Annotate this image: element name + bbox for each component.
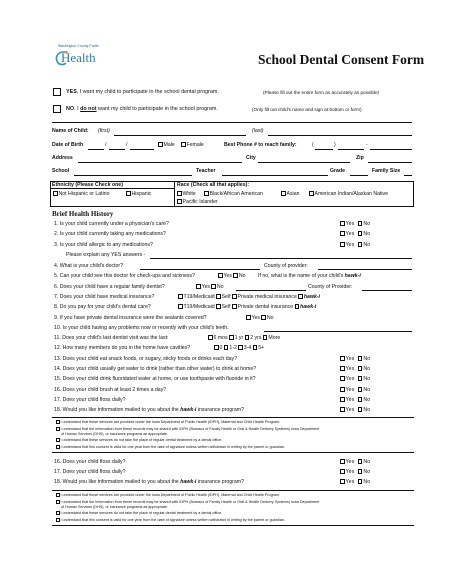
pacific-islander-label: Pacific Islander (182, 199, 218, 205)
understand-1-checkbox-1[interactable] (56, 420, 60, 424)
q2-yes-no[interactable] (340, 231, 370, 237)
q7-private-label: Private medical insurance (237, 294, 297, 300)
q13-no-checkbox[interactable] (358, 356, 363, 361)
q15-yes-checkbox[interactable] (340, 376, 345, 381)
q12-1-2-label: 1-2 (229, 345, 237, 351)
q14-no-checkbox[interactable] (358, 366, 363, 371)
understand-2-checkbox-3[interactable] (56, 511, 60, 515)
q3-no-label: No (363, 242, 371, 248)
logo-small-text: Washington County Public (58, 44, 99, 48)
understand-1-text-5: I understand that this consent is valid for one year from the date of signature unless written withdrawn in writing by the parent or guardian. (60, 445, 285, 449)
not-hispanic-label: Not Hispanic or Latino (58, 191, 110, 197)
understand-1-checkbox-2[interactable] (56, 427, 60, 431)
q17-no-checkbox[interactable] (358, 397, 363, 402)
q18a-yes-no[interactable] (340, 407, 370, 413)
white-label: White (182, 191, 196, 197)
q11-6mos-checkbox[interactable] (208, 335, 213, 340)
q4-text: 4. What is your child's doctor? (54, 263, 124, 269)
q16b-yes-checkbox[interactable] (340, 459, 345, 464)
logo-big-text: Health (61, 50, 96, 65)
first-name-field[interactable] (114, 135, 246, 136)
understand-2-text-5: I understand that this consent is valid for one year from the date of signature unless written withdrawn in writing by the parent or guardian. (60, 518, 285, 522)
q15-text: 15. Does your child drink fluoridated water at home, or use toothpaste with fluoride in it? (54, 376, 256, 382)
ethnicity-race-divider (174, 181, 175, 207)
q7-t19-label: T19/Medicaid (183, 294, 215, 300)
q12-5plus-checkbox[interactable] (253, 345, 258, 350)
q15-yes-no[interactable] (340, 376, 370, 382)
q7-hawki-checkbox[interactable] (298, 294, 303, 299)
q8-t19-checkbox[interactable] (178, 304, 183, 309)
q2-yes-label: Yes (345, 231, 355, 237)
understand-1-text-2: I understand that the information from these records may be shared with IDPH (Bureaus of Family Health or Oral & Health Delivery Systems) Iowa Department (60, 427, 320, 431)
zip-label: Zip (356, 155, 364, 161)
q16b-no-checkbox[interactable] (358, 459, 363, 464)
consent-no-checkbox[interactable] (53, 105, 61, 113)
q17-yes-checkbox[interactable] (340, 397, 345, 402)
q1-yes-no[interactable] (340, 221, 370, 227)
consent-no-emph: do not (80, 106, 97, 112)
consent-yes-row (66, 89, 219, 95)
q14-yes-checkbox[interactable] (340, 366, 345, 371)
phone-area-field[interactable] (315, 149, 333, 150)
q13-text: 13. Does your child eat snack foods, or sugary, sticky foods or drinks each day? (54, 356, 237, 362)
teacher-field[interactable] (222, 175, 328, 176)
understand-2-text-2: I understand that the information from these records may be shared with IDPH (Bureaus of Family Health or Oral & Health Delivery Systems) Iowa Department (60, 500, 320, 504)
q3-yes-checkbox[interactable] (340, 242, 345, 247)
american-indian-label: American Indian/Alaskan Native (314, 191, 389, 197)
understand-1-line-1 (56, 420, 280, 424)
q15-yes-label: Yes (345, 376, 355, 382)
q1-yes-checkbox[interactable] (340, 221, 345, 226)
q15-no-label: No (363, 376, 371, 382)
q18a-no-label: No (363, 407, 371, 413)
understand-1-checkbox-4[interactable] (56, 445, 60, 449)
q1-no-checkbox[interactable] (358, 221, 363, 226)
q6-county-field[interactable] (362, 290, 412, 291)
q1-text: 1. Is your child currently under a physician's care? (54, 221, 169, 227)
phone-paren-open: ( (312, 142, 314, 148)
q18b-emph: hawk-i (180, 479, 197, 485)
dob-year-field[interactable] (130, 149, 154, 150)
q17b-yes-no[interactable] (340, 469, 370, 475)
q17b-no-checkbox[interactable] (358, 469, 363, 474)
last-name-field[interactable] (268, 135, 412, 136)
q18a-tail: insurance program? (197, 407, 244, 413)
not-hispanic-checkbox[interactable] (53, 191, 58, 196)
q9-no-checkbox[interactable] (261, 315, 266, 320)
q11-more-label: More (268, 335, 281, 341)
phone-dash: - (366, 142, 368, 148)
dob-sep-2: / (126, 142, 128, 148)
q8-self-label: Self (221, 304, 231, 310)
q8-t19-label: T19/Medicaid (183, 304, 215, 310)
understand-2-line-1 (56, 493, 280, 497)
ethnicity-option-hispanic[interactable] (126, 191, 151, 197)
understand-top-line-2 (52, 490, 414, 491)
understand-2-line-5 (56, 518, 285, 522)
dob-sep-1: / (105, 142, 107, 148)
gender-male-option[interactable] (158, 142, 175, 148)
school-label: School (52, 168, 70, 174)
q12-3-4-label: 3-4 (243, 345, 252, 351)
black-label: Black/African American (209, 191, 263, 197)
q16b-yes-no[interactable] (340, 459, 370, 465)
q13-yes-no[interactable] (340, 356, 370, 362)
understand-2-checkbox-4[interactable] (56, 518, 60, 522)
q13-no-label: No (363, 356, 371, 362)
q3-explain-label: Please explain any YES answers - (66, 252, 146, 258)
zip-field[interactable] (368, 162, 412, 163)
q16-yes-label: Yes (345, 387, 355, 393)
understand-bottom-line-2 (52, 525, 414, 526)
q8-self-checkbox[interactable] (216, 304, 221, 309)
understand-1-line-2 (56, 427, 319, 431)
phone-paren-close: ) (334, 142, 336, 148)
q8-private-label: Private dental insurance (237, 304, 294, 310)
q8-text: 8. Do you pay for your child's dental care? (54, 304, 151, 310)
q6-yes-no[interactable] (196, 284, 224, 290)
race-option-asian[interactable] (281, 191, 299, 197)
q9-no-label: No (266, 315, 274, 321)
q12-5plus-label: 5+ (258, 345, 265, 351)
female-label: Female (186, 142, 204, 148)
consent-no-label: NO (66, 106, 75, 112)
q18b-tail: insurance program? (197, 479, 244, 485)
q5-tail (258, 273, 361, 279)
pacific-islander-checkbox[interactable] (177, 199, 182, 204)
q5-yes-checkbox[interactable] (218, 273, 223, 278)
consent-no-row (66, 106, 218, 112)
q17b-no-label: No (363, 469, 371, 475)
understand-2-text-1: I understand that these services are provided under the Iowa Department of Public Health (IDPH), Maternal and Child Health Program. (60, 493, 281, 497)
consent-no-text-pre: , I (74, 106, 81, 112)
q16-yes-no[interactable] (340, 387, 370, 393)
understand-1-checkbox-3[interactable] (56, 438, 60, 442)
q16-no-label: No (363, 387, 371, 393)
q11-text: 11. Does your child's last dentist visit was the last: (54, 335, 169, 341)
male-label: Male (163, 142, 175, 148)
q6-dentist-field[interactable] (236, 290, 306, 291)
school-field[interactable] (74, 175, 192, 176)
q17-no-label: No (363, 397, 371, 403)
race-option-american-indian[interactable] (309, 191, 388, 197)
q11-1yr-label: 1 yr (234, 335, 244, 341)
child-first-label: (first) (98, 128, 110, 134)
ethnicity-header-line (50, 188, 174, 189)
health-heading: Brief Health History (52, 210, 114, 218)
page-title: School Dental Consent Form (258, 52, 425, 67)
hispanic-checkbox[interactable] (126, 191, 131, 196)
q6-yes-checkbox[interactable] (196, 284, 201, 289)
q18a-emph: hawk-i (180, 407, 197, 413)
q5-yes-label: Yes (223, 273, 232, 279)
q18b-yes-no[interactable] (340, 479, 370, 485)
q1-yes-label: Yes (345, 221, 355, 227)
q11-6mos-label: 6 mos (213, 335, 228, 341)
divider (52, 122, 412, 123)
q8-hawki-checkbox[interactable] (295, 304, 300, 309)
q13-yes-checkbox[interactable] (340, 356, 345, 361)
q11-2yrs-checkbox[interactable] (245, 335, 250, 340)
q14-no-label: No (363, 366, 371, 372)
q16b-text: 16. Does your child floss daily? (54, 459, 126, 465)
q5-text: 5. Can your child see this doctor for check-ups and sickness? (54, 273, 195, 279)
q11-1yr-checkbox[interactable] (229, 335, 234, 340)
q15-no-checkbox[interactable] (358, 376, 363, 381)
gender-female-option[interactable] (181, 142, 204, 148)
consent-yes-checkbox[interactable] (53, 88, 61, 96)
q18b-text (54, 479, 244, 485)
race-option-pacific-islander[interactable] (177, 199, 218, 205)
q6-no-label: No (216, 284, 224, 290)
address-label: Address (52, 155, 73, 161)
q16b-no-label: No (363, 459, 371, 465)
american-indian-checkbox[interactable] (309, 191, 314, 196)
q6-yes-label: Yes (201, 284, 210, 290)
q9-yes-no[interactable] (246, 315, 274, 321)
q7-private-checkbox[interactable] (232, 294, 237, 299)
q18a-text-main: 18. Would you like information mailed to you about the (54, 407, 179, 413)
q16-text: 16. Does your child brush at least 2 times a day? (54, 387, 167, 393)
q5-no-label: No (238, 273, 246, 279)
q14-yes-label: Yes (345, 366, 355, 372)
q3-explain-field[interactable] (150, 258, 412, 259)
q18b-yes-checkbox[interactable] (340, 479, 345, 484)
consent-yes-text: , I want my child to participate in the school dental program. (76, 89, 219, 95)
q5-tail-emph: hawk-i (344, 273, 361, 279)
q4-county-label: County of provider: (264, 263, 308, 269)
family-size-field[interactable] (404, 175, 412, 176)
q12-text: 12. How many members do you in the home have cavities? (54, 345, 191, 351)
q3-no-checkbox[interactable] (358, 242, 363, 247)
dob-day-field[interactable] (109, 149, 125, 150)
q18b-yes-label: Yes (345, 479, 355, 485)
understand-1-line-5 (56, 445, 285, 449)
q17-yes-no[interactable] (340, 397, 370, 403)
grade-label: Grade (330, 168, 345, 174)
q8-options[interactable] (178, 304, 316, 310)
male-checkbox[interactable] (158, 142, 163, 147)
understand-2-line-3: of Human Services (DHS), or insurance programs as appropriate. (61, 505, 168, 509)
q6-text: 6. Does your child have a regular family dentist? (54, 284, 165, 290)
q18b-no-label: No (363, 479, 371, 485)
q16-yes-checkbox[interactable] (340, 387, 345, 392)
q18a-yes-label: Yes (345, 407, 355, 413)
q7-t19-checkbox[interactable] (178, 294, 183, 299)
q18b-text-main: 18. Would you like information mailed to you about the (54, 479, 179, 485)
understand-1-text-1: I understand that these services are provided under the Iowa Department of Public Health (IDPH), Maternal and Child Health Program. (60, 420, 281, 424)
q3-yes-label: Yes (345, 242, 355, 248)
child-last-label: (last) (252, 128, 264, 134)
q17b-yes-checkbox[interactable] (340, 469, 345, 474)
q16-no-checkbox[interactable] (358, 387, 363, 392)
phone-label: Best Phone # to reach family: (224, 142, 297, 148)
q3-yes-no[interactable] (340, 242, 370, 248)
q12-options[interactable] (214, 345, 264, 351)
q17b-text: 17. Does your child floss daily? (54, 469, 126, 475)
consent-no-text-post: want my child to participate in the school program. (96, 106, 218, 112)
address-field[interactable] (78, 162, 242, 163)
q13-yes-label: Yes (345, 356, 355, 362)
logo (52, 44, 112, 72)
asian-checkbox[interactable] (281, 191, 286, 196)
q4-county-field[interactable] (318, 269, 412, 270)
q12-3-4-checkbox[interactable] (238, 345, 243, 350)
q17-text: 17. Does your child floss daily? (54, 397, 126, 403)
q5-tail-text: If no, what is the name of your child's (258, 273, 344, 279)
q11-more-checkbox[interactable] (263, 335, 268, 340)
q11-2yrs-label: 2 yrs (250, 335, 262, 341)
consent-yes-note: (Please fill out the entire form as accurately as possible) (263, 90, 380, 95)
q17b-yes-label: Yes (345, 469, 355, 475)
city-label: City (246, 155, 256, 161)
q9-yes-checkbox[interactable] (246, 315, 251, 320)
grade-field[interactable] (350, 175, 368, 176)
q8-hawki-label: hawk-i (300, 304, 317, 310)
q2-yes-checkbox[interactable] (340, 231, 345, 236)
q5-no-checkbox[interactable] (233, 273, 238, 278)
q9-text: 9. If you have private dental insurance were the sealants covered? (54, 315, 207, 321)
understand-2-checkbox-1[interactable] (56, 493, 60, 497)
q7-options[interactable] (178, 294, 320, 300)
white-checkbox[interactable] (177, 191, 182, 196)
q14-yes-no[interactable] (340, 366, 370, 372)
q10-text: 10. Is your child having any problems now or recently with your child's teeth. (54, 325, 229, 331)
black-checkbox[interactable] (204, 191, 209, 196)
q12-1-2-checkbox[interactable] (224, 345, 229, 350)
understand-2-line-2 (56, 500, 319, 504)
q12-0-checkbox[interactable] (214, 345, 219, 350)
female-checkbox[interactable] (181, 142, 186, 147)
q18a-yes-checkbox[interactable] (340, 407, 345, 412)
q10-field[interactable] (264, 331, 412, 332)
dob-label: Date of Birth (52, 142, 84, 148)
consent-no-note: (Only fill out child's name and sign at bottom or form) (252, 107, 362, 112)
q7-text: 7. Does your child have medical insurance? (54, 294, 155, 300)
city-field[interactable] (258, 162, 350, 163)
understand-top-line-1 (52, 417, 414, 418)
understand-1-text-4: I understand that these services do not take the place of regular dental treatment by a dental office. (60, 438, 223, 442)
q7-hawki-label: hawk-i (303, 294, 321, 300)
race-option-white[interactable] (177, 191, 196, 197)
q17-yes-label: Yes (345, 397, 355, 403)
q8-private-checkbox[interactable] (232, 304, 237, 309)
phone-prefix-field[interactable] (338, 149, 364, 150)
understand-2-text-4: I understand that these services do not take the place of regular dental treatment by a dental office. (60, 511, 223, 515)
q2-no-label: No (363, 231, 371, 237)
asian-label: Asian (286, 191, 300, 197)
understand-1-line-4 (56, 438, 222, 442)
phone-line-field[interactable] (370, 149, 412, 150)
teacher-label: Teacher (196, 168, 216, 174)
q18a-no-checkbox[interactable] (358, 407, 363, 412)
consent-yes-label: YES (66, 89, 77, 95)
q18a-text (54, 407, 244, 413)
q12-0-label: 0 (219, 345, 223, 351)
q1-no-label: No (363, 221, 371, 227)
q6-no-checkbox[interactable] (211, 284, 216, 289)
family-size-label: Family Size (372, 168, 401, 174)
q3-text: 3. Is your child allergic to any medications? (54, 242, 153, 248)
q2-text: 2. Is your child currently taking any medications? (54, 231, 166, 237)
q7-self-label: Self (221, 294, 231, 300)
race-option-black[interactable] (204, 191, 263, 197)
hispanic-label: Hispanic (131, 191, 152, 197)
race-heading: Race (Check all that applies): (177, 182, 250, 188)
ethnicity-heading: Ethnicity (Please Check one) (52, 182, 123, 188)
understand-2-checkbox-2[interactable] (56, 500, 60, 504)
child-name-label: Name of Child: (52, 128, 89, 134)
q2-no-checkbox[interactable] (358, 231, 363, 236)
q9-yes-label: Yes (251, 315, 260, 321)
q5-yes-no[interactable] (218, 273, 246, 279)
q18b-no-checkbox[interactable] (358, 479, 363, 484)
q14-text: 14. Does your child usually get water to drink (rather than other water) to drink at home? (54, 366, 257, 372)
q6-county-label: County of Provider: (308, 284, 353, 290)
understand-1-line-3: of Human Services (DHS), or insurance programs as appropriate. (61, 432, 168, 436)
ethnicity-option-not-hispanic[interactable] (53, 191, 110, 197)
understand-bottom-line-1 (52, 452, 414, 453)
q7-self-checkbox[interactable] (216, 294, 221, 299)
q16b-yes-label: Yes (345, 459, 355, 465)
dob-month-field[interactable] (88, 149, 104, 150)
q11-options[interactable] (208, 335, 280, 341)
understand-2-line-4 (56, 511, 222, 515)
q4-doctor-field[interactable] (140, 269, 260, 270)
